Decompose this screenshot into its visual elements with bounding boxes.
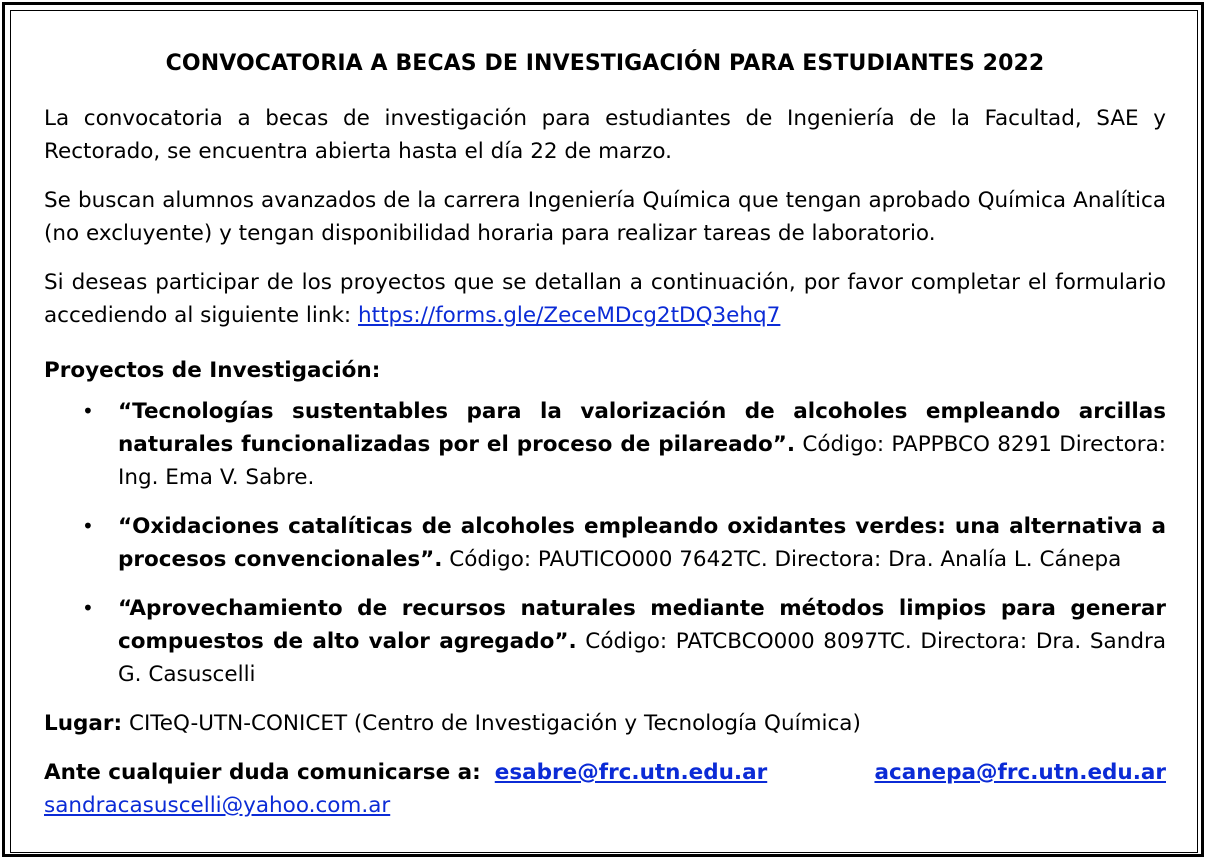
list-item (44, 395, 1166, 494)
email-link-acanepa[interactable]: acanepa@frc.utn.edu.ar (874, 760, 1166, 785)
document-title: CONVOCATORIA A BECAS DE INVESTIGACIÓN PARA ESTUDIANTES 2022 (165, 51, 1045, 76)
paragraph-form-text: Si deseas participar de los proyectos que se detallan a continuación, por favor completar el formulario accediendo al siguiente link: (44, 270, 1166, 328)
location-line (44, 707, 1166, 740)
paragraph-intro: La convocatoria a becas de investigación para estudiantes de Ingeniería de la Facultad, SAE y Rectorado, se encuentra abierta hasta el día 22 de marzo. (44, 106, 1166, 164)
paragraph-requirements: Se buscan alumnos avanzados de la carrera Ingeniería Química que tengan aprobado Química Analítica (no excluyente) y tengan disponibilidad horaria para realizar tareas de laboratorio. (44, 188, 1166, 246)
project-details: Código: PAPPBCO 8291 Directora: Ing. Ema V. Sabre. (118, 432, 1166, 490)
contact-label: Ante cualquier duda comunicarse a: (44, 760, 481, 785)
bullet-icon: • (82, 399, 94, 423)
bullet-icon: • (82, 596, 94, 620)
paragraph-form (44, 266, 1166, 332)
project-details: Código: PAUTICO000 7642TC. Directora: Dra. Analía L. Cánepa (442, 547, 1122, 572)
projects-heading: Proyectos de Investigación: (44, 358, 381, 383)
form-link[interactable]: https://forms.gle/ZeceMDcg2tDQ3ehq7 (358, 303, 781, 328)
project-title: “Oxidaciones catalíticas de alcoholes empleando oxidantes verdes: una alternativa a procesos convencionales”. (118, 514, 1166, 572)
project-title: “Tecnologías sustentables para la valorización de alcoholes empleando arcillas naturales funcionalizadas por el proceso de pilareado”. (118, 399, 1166, 457)
email-link-esabre[interactable]: esabre@frc.utn.edu.ar (494, 760, 768, 785)
email-link-casuscelli[interactable]: sandracasuscelli@yahoo.com.ar (44, 793, 391, 818)
list-item (44, 510, 1166, 576)
projects-list (44, 395, 1166, 691)
project-title: “Aprovechamiento de recursos naturales mediante métodos limpios para generar compuestos de alto valor agregado”. (118, 596, 1166, 654)
contact-line (44, 756, 1166, 822)
list-item (44, 592, 1166, 691)
project-details: Código: PATCBCO000 8097TC. Directora: Dra. Sandra G. Casuscelli (118, 629, 1166, 687)
document-body (44, 48, 1166, 822)
location-value: CITeQ-UTN-CONICET (Centro de Investigación y Tecnología Química) (122, 711, 861, 736)
bullet-icon: • (82, 514, 94, 538)
location-label: Lugar: (44, 711, 123, 736)
